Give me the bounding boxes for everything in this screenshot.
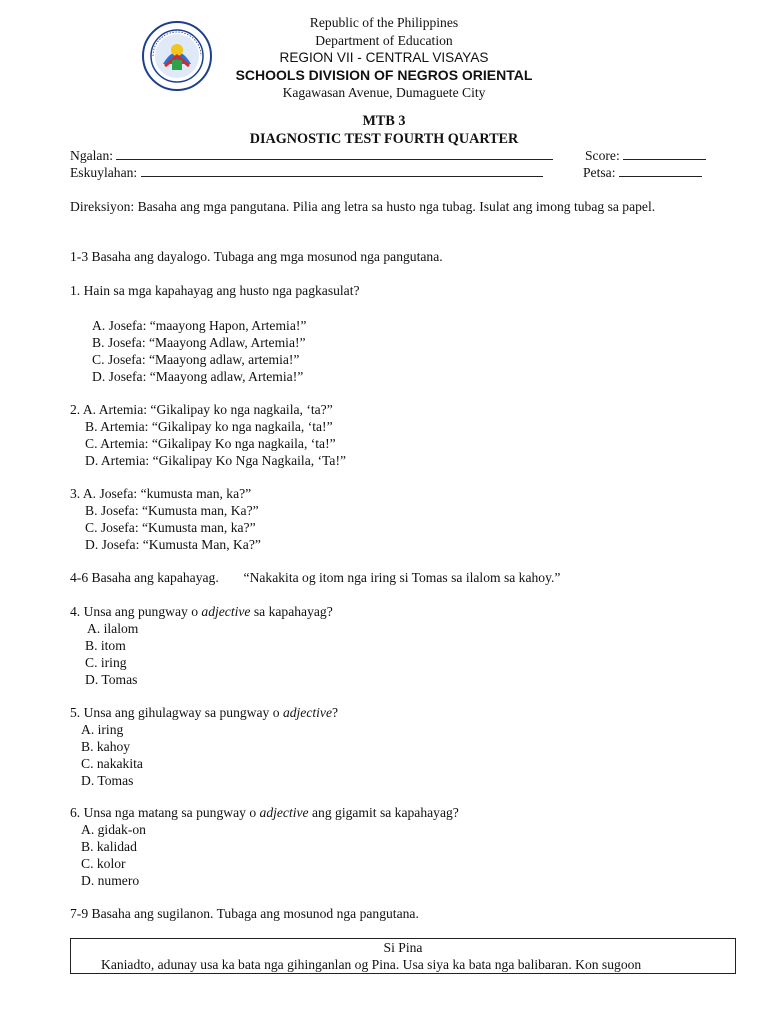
subject-title: MTB 3 (362, 113, 406, 129)
letterhead (0, 14, 768, 102)
score-field[interactable] (585, 147, 706, 164)
section-2-label: 4-6 Basaha ang kapahayag. (70, 570, 219, 585)
question-1-stem: 1. Hain sa mga kapahayag ang husto nga pagkasulat? (70, 283, 360, 298)
date-blank[interactable] (619, 164, 702, 177)
question-2 (70, 401, 730, 469)
question-6-option-d[interactable]: D. numero (81, 873, 140, 888)
question-6-stem: 6. Unsa nga matang sa pungway o adjective ang gigamit sa kapahayag? (70, 805, 459, 820)
header-address: Kagawasan Avenue, Dumaguete City (282, 85, 486, 100)
question-2-option-d[interactable]: D. Artemia: “Gikalipay Ko Nga Nagkaila, ‘Ta!” (85, 453, 347, 468)
story-box (70, 938, 736, 974)
name-blank[interactable] (116, 147, 553, 160)
story-text: Kaniadto, adunay usa ka bata nga gihinganlan og Pina. Usa siya ka bata nga balibaran. Kon sugoon (101, 957, 642, 972)
question-3 (70, 485, 730, 553)
question-2-option-b[interactable]: B. Artemia: “Gikalipay ko nga nagkaila, ‘ta!” (85, 419, 333, 434)
test-title (0, 112, 768, 148)
test-name: DIAGNOSTIC TEST FOURTH QUARTER (249, 131, 519, 147)
directions-text: Direksiyon: Basaha ang mga pangutana. Pilia ang letra sa husto nga tubag. Isulat ang imong tubag sa papel. (70, 199, 656, 214)
section-3-instruction (70, 905, 730, 922)
name-label: Ngalan: (70, 148, 114, 163)
header-line-department: Department of Education (315, 32, 453, 48)
story-title: Si Pina (383, 940, 423, 955)
directions (70, 198, 710, 215)
section-2-sentence: “Nakakita og itom nga iring si Tomas sa ilalom sa kahoy.” (243, 570, 561, 585)
header-line-republic: Republic of the Philippines (309, 15, 459, 30)
question-3-option-b[interactable]: B. Josefa: “Kumusta man, Ka?” (85, 503, 259, 518)
question-5-option-c[interactable]: C. nakakita (81, 756, 143, 771)
question-5-stem: 5. Unsa ang gihulagway sa pungway o adjective? (70, 705, 339, 720)
question-4-option-a[interactable]: A. ilalom (87, 621, 139, 636)
date-field[interactable] (583, 164, 702, 181)
school-field[interactable] (70, 164, 543, 181)
school-label: Eskuylahan: (70, 165, 138, 180)
question-6-option-c[interactable]: C. kolor (81, 856, 126, 871)
question-4 (70, 603, 730, 688)
question-6-option-a[interactable]: A. gidak-on (81, 822, 146, 837)
score-label: Score: (585, 148, 620, 163)
question-4-option-c[interactable]: C. iring (85, 655, 127, 670)
question-1-option-c[interactable]: C. Josefa: “Maayong adlaw, artemia!” (92, 352, 300, 367)
question-5-option-b[interactable]: B. kahoy (81, 739, 131, 754)
question-1 (70, 282, 730, 385)
section-1-text: 1-3 Basaha ang dayalogo. Tubaga ang mga mosunod nga pangutana. (70, 249, 443, 264)
question-6 (70, 804, 730, 889)
name-field[interactable] (70, 147, 553, 164)
question-6-option-b[interactable]: B. kalidad (81, 839, 137, 854)
question-3-option-c[interactable]: C. Josefa: “Kumusta man, ka?” (85, 520, 256, 535)
question-5-option-d[interactable]: D. Tomas (81, 773, 134, 788)
question-5-option-a[interactable]: A. iring (81, 722, 124, 737)
question-4-option-d[interactable]: D. Tomas (85, 672, 138, 687)
question-2-option-a[interactable]: 2. A. Artemia: “Gikalipay ko nga nagkaila, ‘ta?” (70, 402, 333, 417)
header-division: SCHOOLS DIVISION OF NEGROS ORIENTAL (235, 66, 533, 83)
question-1-option-b[interactable]: B. Josefa: “Maayong Adlaw, Artemia!” (92, 335, 306, 350)
question-3-option-d[interactable]: D. Josefa: “Kumusta Man, Ka?” (85, 537, 261, 552)
section-3-text: 7-9 Basaha ang sugilanon. Tubaga ang mosunod nga pangutana. (70, 906, 419, 921)
question-1-option-a[interactable]: A. Josefa: “maayong Hapon, Artemia!” (92, 318, 307, 333)
question-5 (70, 704, 730, 789)
section-2-instruction (70, 569, 730, 586)
school-blank[interactable] (141, 164, 543, 177)
question-4-option-b[interactable]: B. itom (85, 638, 126, 653)
question-2-option-c[interactable]: C. Artemia: “Gikalipay Ko nga nagkaila, ‘ta!” (85, 436, 336, 451)
section-1-instruction (70, 248, 730, 265)
score-blank[interactable] (623, 147, 706, 160)
question-4-stem: 4. Unsa ang pungway o adjective sa kapahayag? (70, 604, 333, 619)
question-3-option-a[interactable]: 3. A. Josefa: “kumusta man, ka?” (70, 486, 252, 501)
date-label: Petsa: (583, 165, 616, 180)
header-region: REGION VII - CENTRAL VISAYAS (279, 50, 489, 65)
question-1-option-d[interactable]: D. Josefa: “Maayong adlaw, Artemia!” (92, 369, 304, 384)
